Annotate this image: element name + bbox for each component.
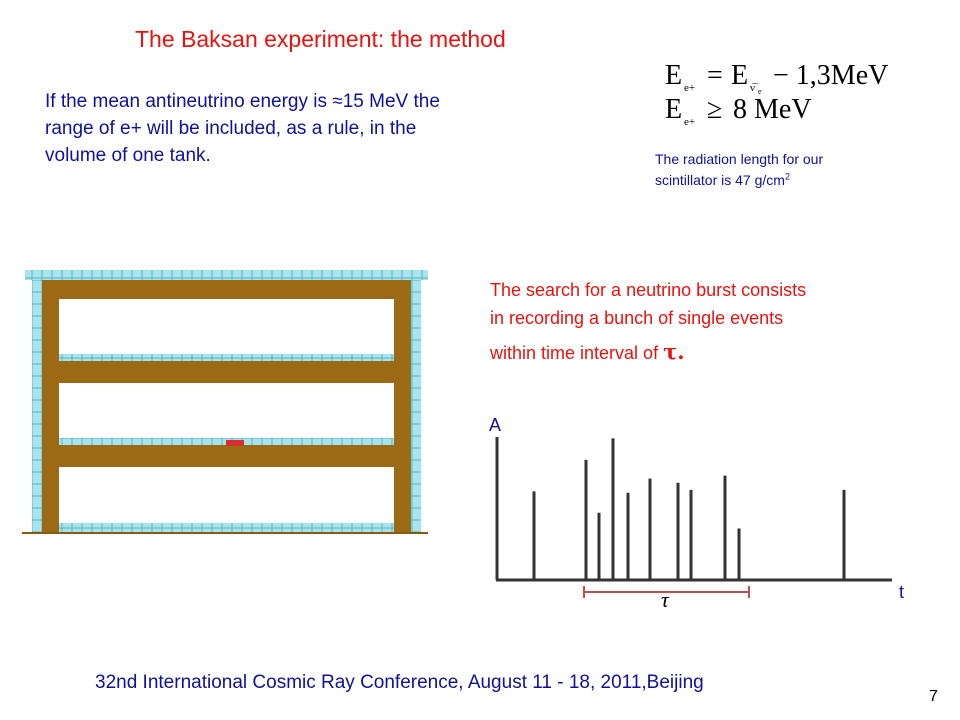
event-spikes [497,437,844,580]
top-scintillator-row [25,270,428,280]
formula-line1-lhs-sub: e+ [684,82,696,94]
formula-line1-rel: = [707,60,723,91]
right-scintillator-column [411,280,421,532]
radiation-line-1: The radiation length for our [655,151,824,167]
tau-interval-label: τ [661,587,669,610]
intro-paragraph [45,88,585,169]
formula-line2-rhs: 8 MeV [733,94,812,125]
radiation-length-note [655,149,823,191]
radiation-unit-exponent: 2 [784,171,790,182]
intro-line-3: volume of one tank. [45,145,211,166]
search-line-2: in recording a bunch of single events [490,308,784,328]
search-line-3-text: within time interval of [490,343,664,363]
radiation-line-2-text: scintillator is 47 g/cm [655,172,785,188]
page-number: 7 [929,688,938,705]
layer-1-scintillator-row [59,354,394,361]
x-axis-label: t [899,582,905,602]
burst-search-text [490,276,806,367]
formula-line1-rhs-sub: ν̅ [750,82,755,94]
conference-footer: 32nd International Cosmic Ray Conference, August 11 - 18, 2011,Beijing [95,672,704,693]
event-timeline [480,430,900,610]
intro-line-1: If the mean antineutrino energy is ≈15 MeV the [45,91,440,112]
formula-line1-rhs-subsub: e [758,87,762,96]
energy-formula [665,58,935,138]
formula-line1-tail: − 1,3MeV [773,60,889,91]
formula-line1-lhs: E [665,60,683,91]
left-scintillator-column [32,280,42,532]
detector-diagram [22,268,432,540]
search-line-1: The search for a neutrino burst consists [490,280,807,300]
formula-line1-rhs-e: E [731,60,749,91]
tau-symbol: τ. [663,339,685,364]
layer-3-scintillator-row [59,523,394,532]
slide-title: The Baksan experiment: the method [135,26,506,52]
event-marker [226,440,244,446]
formula-line2-rel: ≥ [707,94,723,125]
radiation-line-2 [655,170,823,191]
search-line-3 [490,338,806,367]
y-axis-label: A [489,415,502,435]
intro-line-2: range of e+ will be included, as a rule, in the [45,118,417,139]
detector-frame [42,280,411,532]
formula-line2-lhs: E [665,94,683,125]
formula-line2-lhs-sub: e+ [684,116,696,128]
